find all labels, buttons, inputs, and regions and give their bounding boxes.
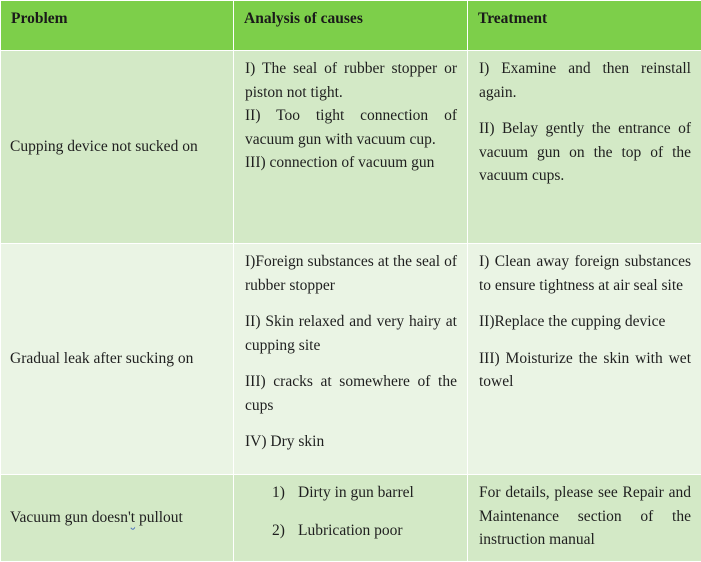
causes-cell (234, 51, 468, 244)
list-item (272, 519, 457, 543)
cause-item: II) Too tight connection of vacuum gun with vacuum cup. (245, 107, 457, 148)
cause-item: I)Foreign substances at the seal of rubber stopper (245, 253, 457, 294)
header-problem: Problem (1, 1, 234, 51)
cause-item: IV) Dry skin (245, 433, 325, 450)
cause-text: Lubrication poor (298, 521, 403, 539)
cause-text: Dirty in gun barrel (298, 484, 414, 501)
spellcheck-marked-text: t (130, 509, 136, 527)
causes-cell (234, 475, 468, 562)
cause-item: II) Skin relaxed and very hairy at cupping site (245, 313, 457, 354)
treatment-item: I) Clean away foreign substances to ensure tightness at air seal site (479, 253, 691, 294)
cause-item: III) cracks at somewhere of the cups (245, 373, 457, 414)
list-number: 1) (272, 484, 285, 501)
problem-text: Vacuum gun doesn' (10, 509, 131, 527)
cause-item: III) connection of vacuum gun (245, 154, 435, 171)
problem-cell: Gradual leak after sucking on (1, 244, 234, 475)
treatment-cell (468, 475, 701, 562)
problem-text: pullout (135, 509, 183, 527)
list-number: 2) (272, 521, 285, 539)
cause-item: I) The seal of rubber stopper or piston not tight. (245, 60, 457, 101)
treatment-item: II)Replace the cupping device (479, 313, 666, 330)
table-row (1, 475, 701, 562)
table-row (1, 51, 701, 244)
causes-cell (234, 244, 468, 475)
header-row (1, 1, 701, 51)
treatment-item: For details, please see Repair and Maintenance section of the instruction manual (479, 484, 691, 548)
treatment-item: II) Belay gently the entrance of vacuum gun on the top of the vacuum cups. (479, 120, 691, 184)
table-row (1, 244, 701, 475)
header-analysis: Analysis of causes (234, 1, 468, 51)
treatment-cell (468, 244, 701, 475)
header-treatment: Treatment (468, 1, 701, 51)
treatment-item: III) Moisturize the skin with wet towel (479, 349, 691, 390)
problem-cell: Cupping device not sucked on (1, 51, 234, 244)
treatment-cell (468, 51, 701, 244)
causes-list (245, 481, 457, 542)
treatment-item: I) Examine and then reinstall again. (479, 60, 691, 101)
problem-cell (1, 475, 234, 562)
list-item (272, 481, 457, 505)
